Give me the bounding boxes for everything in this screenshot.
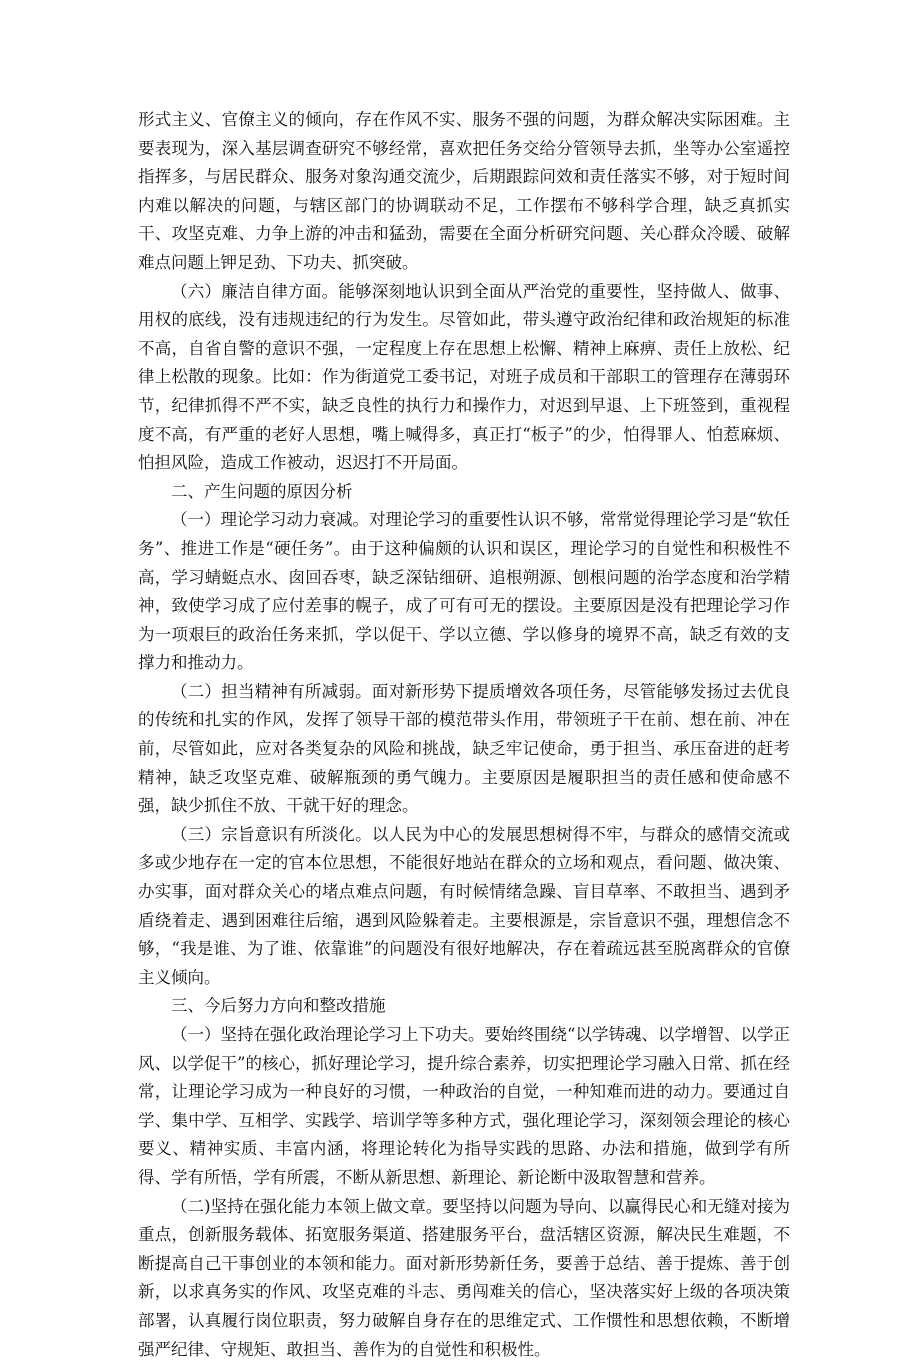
paragraph-responsibility-spirit: （二）担当精神有所减弱。面对新形势下提质增效各项任务，尽管能够发扬过去优良的传统和扎实的作风，发挥了领导干部的模范带头作用，带领班子干在前、想在前、冲在前，尽管如此，应对各类复杂的风险和挑战，缺乏牢记使命，勇于担当、承压奋进的赶考精神，缺乏攻坚克难、破解瓶颈的勇气魄力。主要原因是履职担当的责任感和使命感不强，缺少抓住不放、干就干好的理念。	[138, 681, 790, 816]
paragraph-purpose-awareness: （三）宗旨意识有所淡化。以人民为中心的发展思想树得不牢，与群众的感情交流或多或少地存在一定的官本位思想，不能很好地站在群众的立场和观点，看问题、做决策、办实事，面对群众关心的堵点难点问题，有时候情绪急躁、盲目草率、不敢担当、遇到矛盾绕着走、遇到困难往后缩，遇到风险躲着走。主要根源是，宗旨意识不强，理想信念不够，“我是谁、为了谁、依靠谁”的问题没有很好地解决，存在着疏远甚至脱离群众的官僚主义倾向。	[138, 824, 790, 987]
paragraph-theory-learning: （一）理论学习动力衰减。对理论学习的重要性认识不够，常常觉得理论学习是“软任务”、推进工作是“硬任务”。由于这种偏颇的认识和误区，理论学习的自觉性和积极性不高，学习蜻蜓点水、囱回吞枣，缺乏深钻细研、追根朔源、刨根问题的治学态度和治学精神，致使学习成了应付差事的幌子，成了可有可无的摆设。主要原因是没有把理论学习作为一项艰巨的政治任务来抓，学以促干、学以立德、学以修身的境界不高，缺乏有效的支撑力和推动力。	[138, 510, 790, 673]
paragraph-continuation: 形式主义、官僚主义的倾向，存在作风不实、服务不强的问题，为群众解决实际困难。主要表现为，深入基层调查研究不够经常，喜欢把任务交给分管领导去抓，坐等办公室遥控指挥多，与居民群众、服务对象沟通交流少，后期跟踪问效和责任落实不够，对于短时间内难以解决的问题，与辖区部门的协调联动不足，工作摆布不够科学合理，缺乏真抓实干、攻坚克难、力争上游的冲击和猛劲，需要在全面分析研究问题、关心群众冷暖、破解难点问题上钾足劲、下功夫、抓突破。	[138, 110, 790, 272]
document-page	[138, 106, 790, 1364]
section-heading-rectification-measures: 三、今后努力方向和整改措施	[171, 996, 386, 1016]
section-heading-cause-analysis: 二、产生问题的原因分析	[171, 481, 353, 501]
paragraph-political-theory-study: （一）坚持在强化政治理论学习上下功夫。要始终围绕“以学铸魂、以学增智、以学正风、以学促干”的核心，抓好理论学习，提升综合素养，切实把理论学习融入日常、抓在经常，让理论学习成为一种良好的习惯，一种政治的自觉，一种知难而进的动力。要通过自学、集中学、互相学、实践学、培训学等多种方式，强化理论学习，深刻领会理论的核心要义、精神实质、丰富内涵，将理论转化为指导实践的思路、办法和措施，做到学有所得、学有所悟，学有所震，不断从新思想、新理论、新论断中汲取智慧和营养。	[138, 1025, 790, 1187]
paragraph-capability-improvement: （二)坚持在强化能力本领上做文章。要坚持以问题为导向、以赢得民心和无缝对接为重点，创新服务载体、拓宽服务渠道、搭建服务平台，盘活辖区资源，解决民生难题，不断提高自己干事创业的本领和能力。面对新形势新任务，要善于总结、善于提炼、善于创新，以求真务实的作风、攻坚克难的斗志、勇闯难关的信心，坚决落实好上级的各项决策部署，认真履行岗位职责，努力破解自身存在的思维定式、工作惯性和思想依赖，不断增强严纪律、守规矩、敢担当、善作为的自觉性和积极性。	[138, 1196, 790, 1359]
paragraph-integrity-self-discipline: （六）廉洁自律方面。能够深刻地认识到全面从严治党的重要性，坚持做人、做事、用权的底线，没有违规违纪的行为发生。尽管如此，带头遵守政治纪律和政治规矩的标准不高，自省自警的意识不强，一定程度上存在思想上松懈、精神上麻痹、责任上放松、纪律上松散的现象。比如：作为街道党工委书记，对班子成员和干部职工的管理存在薄弱环节，纪律抓得不严不实，缺乏良性的执行力和操作力，对迟到早退、上下班签到，重视程度不高，有严重的老好人思想，嘴上喊得多，真正打“板子”的少，怕得罪人、怕惹麻烦、怕担风险，造成工作被动，迟迟打不开局面。	[138, 281, 790, 473]
